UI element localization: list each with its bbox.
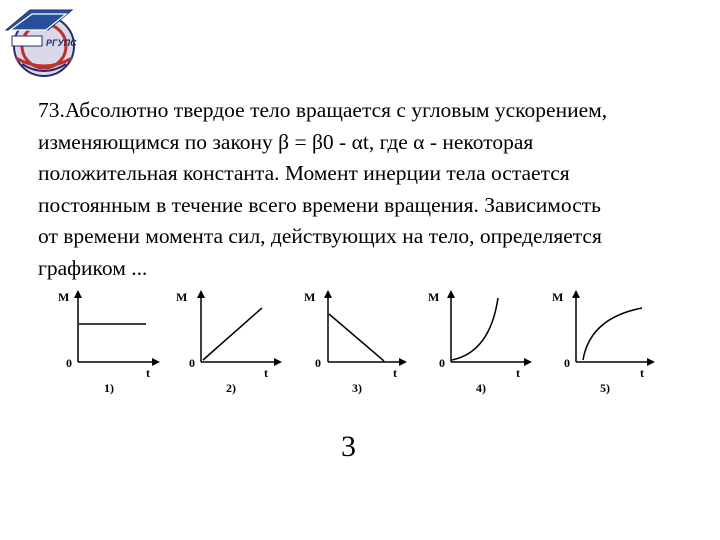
question-line: положительная константа. Момент инерции тела остается — [38, 161, 570, 185]
graph-curve — [452, 298, 498, 360]
graph-curve — [329, 314, 384, 361]
x-axis-label: t — [516, 366, 520, 380]
graph-option-1[interactable] — [58, 290, 158, 395]
logo-text: РГУПС — [46, 38, 77, 48]
university-logo — [2, 2, 86, 82]
origin-label: 0 — [564, 356, 570, 370]
x-axis-label: t — [393, 366, 397, 380]
question-line: постоянным в течение всего времени вращения. Зависимость — [38, 192, 601, 217]
option-label: 2) — [226, 381, 236, 395]
y-axis-label: M — [428, 290, 440, 304]
x-axis-label: t — [146, 366, 150, 380]
question-line: графиком ... — [38, 255, 148, 280]
graph-option-4[interactable] — [428, 290, 530, 395]
answer-text: 3 — [341, 430, 356, 463]
option-label: 5) — [600, 381, 610, 395]
y-axis-label: M — [58, 290, 70, 304]
graph-options — [0, 280, 720, 410]
graph-option-5[interactable] — [552, 290, 653, 395]
graph-option-2[interactable] — [176, 290, 280, 395]
graph-curve — [203, 308, 262, 360]
origin-label: 0 — [439, 356, 445, 370]
graph-curve — [583, 308, 642, 360]
question-line: 73.Абсолютно твердое тело вращается с угловым ускорением, — [38, 98, 608, 122]
origin-label: 0 — [66, 356, 72, 370]
origin-label: 0 — [315, 356, 321, 370]
x-axis-label: t — [264, 366, 268, 380]
y-axis-label: M — [304, 290, 316, 304]
question-line: изменяющимся по закону β = β0 - αt, где α - некоторая — [38, 129, 534, 154]
graph-option-3[interactable] — [304, 290, 405, 395]
question-line: от времени момента сил, действующих на тело, определяется — [38, 224, 602, 248]
option-label: 4) — [476, 381, 486, 395]
origin-label: 0 — [189, 356, 195, 370]
option-label: 1) — [104, 381, 114, 395]
y-axis-label: M — [552, 290, 564, 304]
option-label: 3) — [352, 381, 362, 395]
y-axis-label: M — [176, 290, 188, 304]
question-text — [38, 95, 698, 284]
x-axis-label: t — [640, 366, 644, 380]
